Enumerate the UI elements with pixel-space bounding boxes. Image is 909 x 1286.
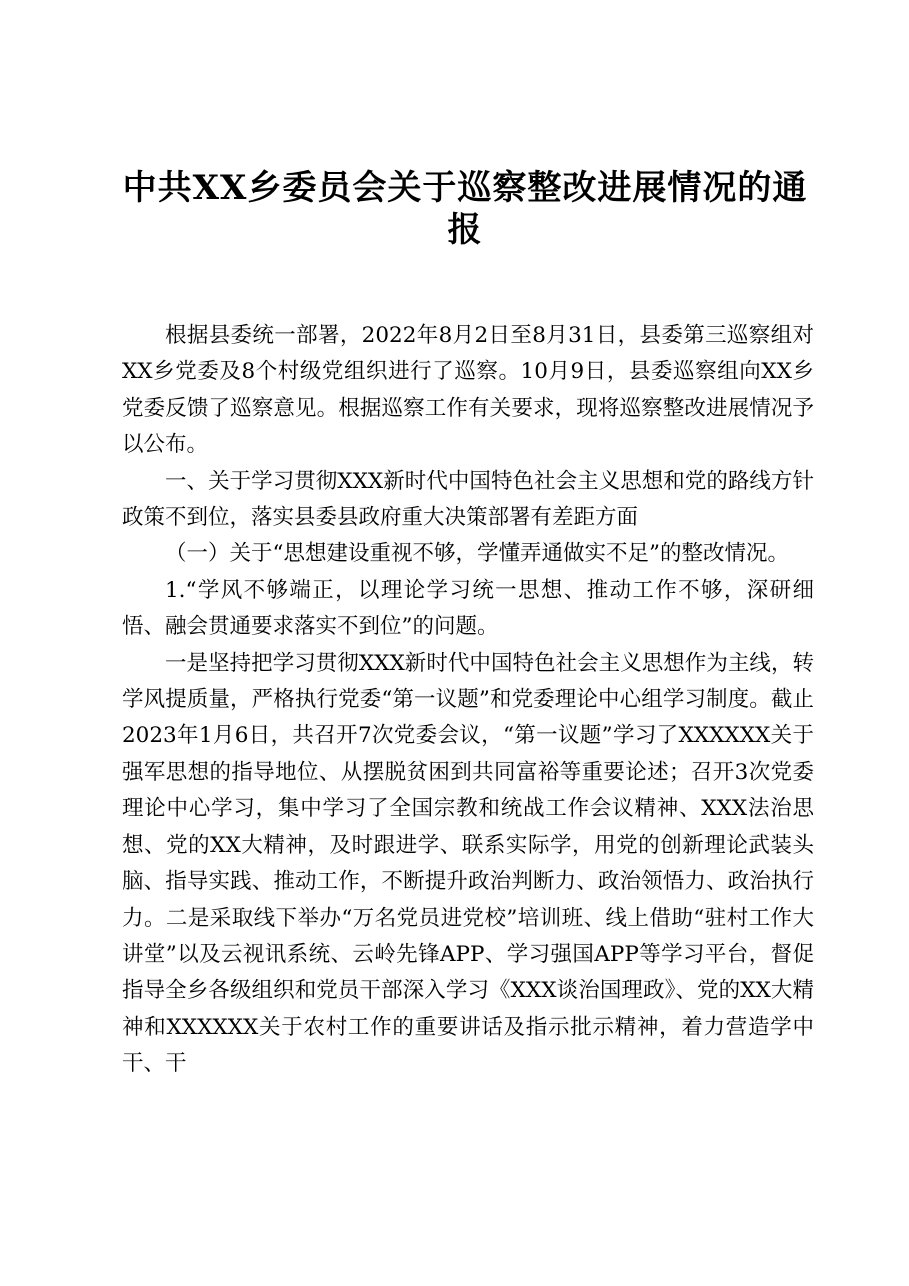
paragraph-detail: 一是坚持把学习贯彻XXX新时代中国特色社会主义思想作为主线，转学风提质量，严格执行党委“第一议题”和党委理论中心组学习制度。截止2023年1月6日，共召开7次党委会议，“第一议题”学习了XXXXXX关于强军思想的指导地位、从摆脱贫困到共同富裕等重要论述；召开3次党委理论中心学习，集中学习了全国宗教和统战工作会议精神、XXX法治思想、党的XX大精神，及时跟进学、联系实际学，用党的创新理论武装头脑、指导实践、推动工作，不断提升政治判断力、政治领悟力、政治执行力。二是采取线下举办“万名党员进党校”培训班、线上借助“驻村工作大讲堂”以及云视讯系统、云岭先锋APP、学习强国APP等学习平台，督促指导全乡各级组织和党员干部深入学习《XXX谈治国理政》、党的XX大精神和XXXXXX关于农村工作的重要讲话及指示批示精神，着力营造学中干、干 — [122, 650, 814, 1077]
document-title-line-2: 报 — [447, 210, 483, 250]
paragraph-subsection-heading: （一）关于“思想建设重视不够，学懂弄通做实不足”的整改情况。 — [165, 541, 789, 567]
paragraph-section-heading: 一、关于学习贯彻XXX新时代中国特色社会主义思想和党的路线方针政策不到位，落实县委县政府重大决策部署有差距方面 — [122, 468, 814, 531]
document-title-line-1: 中共XX乡委员会关于巡察整改进展情况的通 — [122, 168, 808, 208]
paragraph-intro: 根据县委统一部署，2022年8月2日至8月31日，县委第三巡察组对XX乡党委及8个村级党组织进行了巡察。10月9日，县委巡察组向XX乡党委反馈了巡察意见。根据巡察工作有关要求，现将巡察整改进展情况予以公布。 — [122, 323, 814, 458]
paragraph-item-heading: 1.“学风不够端正，以理论学习统一思想、推动工作不够，深研细悟、融会贯通要求落实不到位”的问题。 — [122, 577, 814, 640]
document-body — [122, 318, 814, 1083]
